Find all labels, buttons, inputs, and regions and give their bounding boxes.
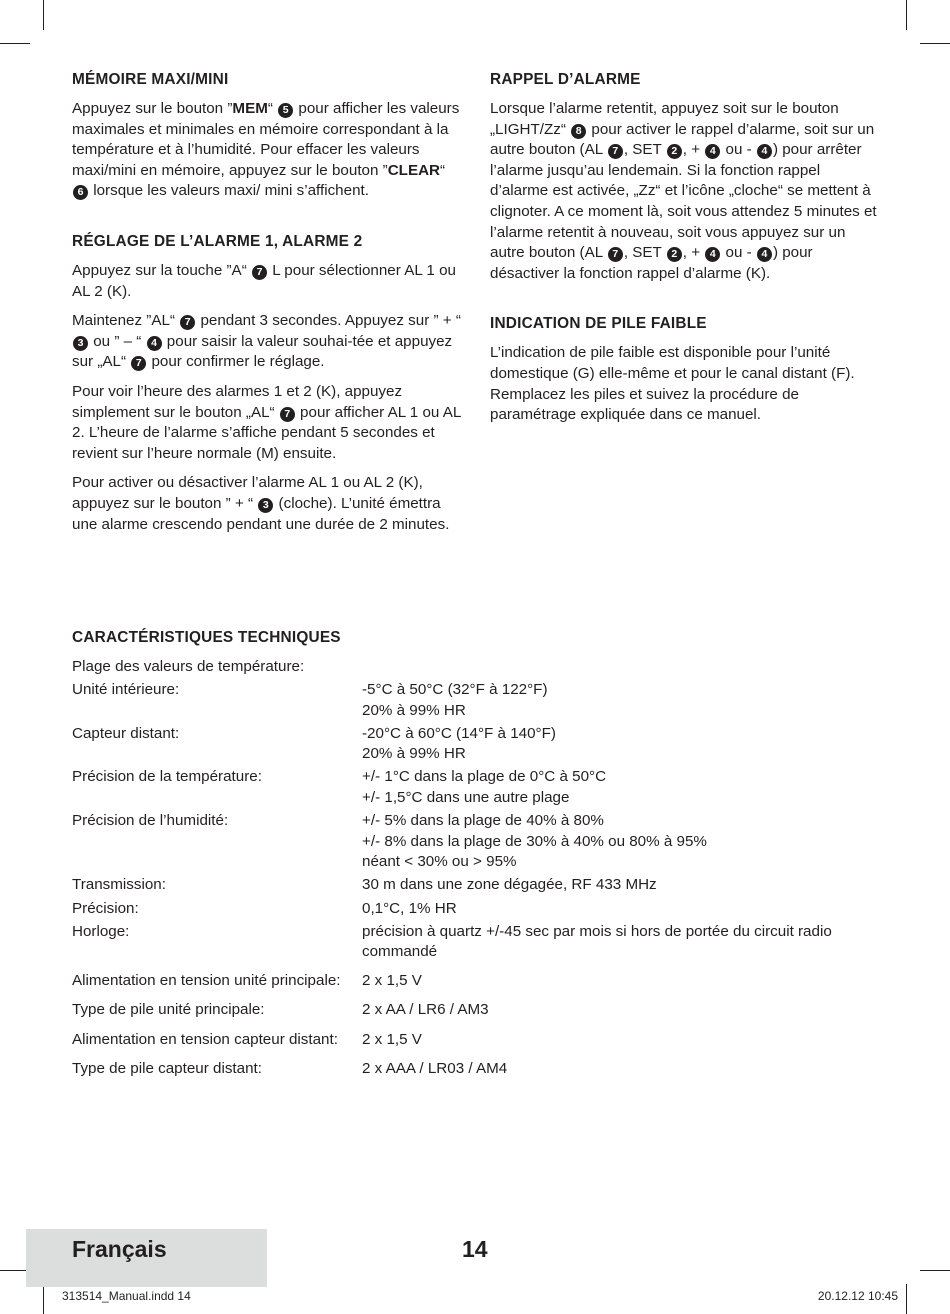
specifications-section <box>72 628 882 1082</box>
spec-value <box>362 1000 882 1021</box>
paragraph: Appuyez sur le bouton ”MEM“ 5 pour afficher les valeurs maximales et minimales en mémoire correspondant à la température et à l’humidité. Pour effacer les valeurs maxi/mini en mémoire, appuyez sur le bouton ”CLEAR“ 6 lorsque les valeurs maxi/ mini s’affichent. <box>72 100 460 200</box>
spec-label: Type de pile capteur distant: <box>72 1059 262 1077</box>
paragraph: Maintenez ”AL“ 7 pendant 3 secondes. Appuyez sur ” + “ 3 ou ” – “ 4 pour saisir la valeur souhai-tée et appuyez sur „AL“ 7 pour confirmer le réglage. <box>72 312 461 371</box>
spec-value-line: commandé <box>362 943 438 961</box>
spec-label: Alimentation en tension unité principale: <box>72 972 341 990</box>
spec-value-line: 0,1°C, 1% HR <box>362 899 457 917</box>
crop-mark <box>906 1284 907 1314</box>
spec-value-line: 2 x 1,5 V <box>362 972 422 990</box>
spec-value <box>362 724 882 765</box>
spec-value-line: +/- 1°C dans la plage de 0°C à 50°C <box>362 768 607 786</box>
spec-value-line: -5°C à 50°C (32°F à 122°F) <box>362 681 548 699</box>
number-badge: 7 <box>252 265 267 280</box>
spec-label: Capteur distant: <box>72 724 180 742</box>
spec-row <box>72 1030 882 1051</box>
spec-value-line: +/- 5% dans la plage de 40% à 80% <box>362 812 604 830</box>
paragraph: Pour voir l’heure des alarmes 1 et 2 (K), appuyez simplement sur le bouton „AL“ 7 pour afficher AL 1 ou AL 2. L’heure de l’alarme s’affiche pendant 5 secondes et revient sur l’heure normale (M) ensuite. <box>72 382 461 462</box>
spec-value-line: -20°C à 60°C (14°F à 140°F) <box>362 724 556 742</box>
spec-value <box>362 1030 882 1051</box>
number-badge: 5 <box>278 103 293 118</box>
spec-value-line: +/- 8% dans la plage de 30% à 40% ou 80% à 95% <box>362 832 707 850</box>
spec-value <box>362 875 882 896</box>
spec-value-line: précision à quartz +/-45 sec par mois si hors de portée du circuit radio <box>362 922 832 940</box>
spec-label: Précision de l’humidité: <box>72 812 229 830</box>
section-heading: MÉMOIRE MAXI/MINI <box>72 71 229 88</box>
number-badge: 7 <box>280 407 295 422</box>
page-number: 14 <box>462 1236 488 1262</box>
language-label: Français <box>72 1236 167 1262</box>
number-badge: 2 <box>667 144 682 159</box>
spec-value-line <box>362 657 882 678</box>
spec-value-line: +/- 1,5°C dans une autre plage <box>362 789 570 807</box>
spec-label: Unité intérieure: <box>72 681 180 699</box>
number-badge: 7 <box>180 315 195 330</box>
section-alarm <box>72 232 464 535</box>
spec-row <box>72 657 882 678</box>
section-snooze <box>490 70 880 284</box>
number-badge: 4 <box>705 144 720 159</box>
spec-label: Plage des valeurs de température: <box>72 658 305 675</box>
number-badge: 4 <box>757 144 772 159</box>
number-badge: 4 <box>705 247 720 262</box>
left-column <box>72 70 464 544</box>
crop-mark <box>43 1284 44 1314</box>
paragraph: L’indication de pile faible est disponible pour l’unité domestique (G) elle-même et pour le canal distant (F). Remplacez les piles et suivez la procédure de paramétrage expliquée dans ce manuel. <box>490 344 855 424</box>
number-badge: 6 <box>73 185 88 200</box>
number-badge: 7 <box>608 144 623 159</box>
spec-row <box>72 899 882 920</box>
spec-value <box>362 657 882 678</box>
spec-value <box>362 680 882 721</box>
spec-row <box>72 1059 882 1080</box>
number-badge: 4 <box>757 247 772 262</box>
spec-row <box>72 767 882 808</box>
spec-label: Transmission: <box>72 876 166 894</box>
section-heading: RÉGLAGE DE L’ALARME 1, ALARME 2 <box>72 232 363 250</box>
spec-row <box>72 875 882 896</box>
spec-row <box>72 922 882 963</box>
spec-value-line: 20% à 99% HR <box>362 701 466 719</box>
spec-value-line: 2 x AAA / LR03 / AM4 <box>362 1059 508 1077</box>
spec-value <box>362 811 882 873</box>
spec-value-line: 2 x 1,5 V <box>362 1030 422 1048</box>
crop-mark <box>920 43 950 44</box>
spec-value <box>362 767 882 808</box>
section-battery <box>490 314 880 425</box>
spec-value <box>362 922 882 963</box>
spec-row <box>72 811 882 873</box>
section-heading: RAPPEL D’ALARME <box>490 71 641 88</box>
spec-value <box>362 1059 882 1080</box>
spec-label: Alimentation en tension capteur distant: <box>72 1030 338 1048</box>
spec-value <box>362 971 882 992</box>
number-badge: 7 <box>131 356 146 371</box>
number-badge: 3 <box>258 498 273 513</box>
spec-value-line: 2 x AA / LR6 / AM3 <box>362 1001 489 1019</box>
slug-file: 313514_Manual.indd 14 <box>62 1289 191 1303</box>
number-badge: 2 <box>667 247 682 262</box>
spec-label: Précision: <box>72 899 139 917</box>
crop-mark <box>906 0 907 30</box>
section-heading: CARACTÉRISTIQUES TECHNIQUES <box>72 629 341 646</box>
key-label: CLEAR <box>387 161 441 179</box>
key-label: MEM <box>232 100 268 117</box>
right-column <box>490 70 880 435</box>
crop-mark <box>920 1270 950 1271</box>
spec-table <box>72 657 882 1079</box>
paragraph: Pour activer ou désactiver l’alarme AL 1 ou AL 2 (K), appuyez sur le bouton ” + “ 3 (cloche). L’unité émettra une alarme crescendo pendant une durée de 2 minutes. <box>72 474 450 533</box>
paragraph: Lorsque l’alarme retentit, appuyez soit sur le bouton „LIGHT/Zz“ 8 pour activer le rappel d’alarme, soit sur un autre bouton (AL 7 , SET 2 , + 4 ou - 4 ) pour arrêter l’alarme jusqu’au lendemain. Si la fonction rappel d’alarme est activée, „Zz“ et l’icône „cloche“ se mettent à clignoter. A ce moment là, soit vous attendez 5 minutes et l’alarme retentit à nouveau, soit vous appuyez sur un autre bouton (AL 7 , SET 2 , + 4 ou - 4 ) pour désactiver la fonction rappel d’alarme (K). <box>490 100 877 282</box>
spec-value <box>362 899 882 920</box>
spec-value-line: néant < 30% ou > 95% <box>362 853 517 871</box>
spec-row <box>72 971 882 992</box>
section-memory <box>72 70 464 202</box>
section-heading: INDICATION DE PILE FAIBLE <box>490 315 707 333</box>
spec-label: Horloge: <box>72 922 130 940</box>
spec-row <box>72 724 882 765</box>
number-badge: 4 <box>147 336 162 351</box>
slug-date: 20.12.12 10:45 <box>817 1289 898 1303</box>
spec-label: Précision de la température: <box>72 768 262 786</box>
spec-label: Type de pile unité principale: <box>72 1001 265 1019</box>
spec-value-line: 20% à 99% HR <box>362 745 466 763</box>
spec-value-line: 30 m dans une zone dégagée, RF 433 MHz <box>362 876 657 894</box>
spec-row <box>72 1000 882 1021</box>
number-badge: 3 <box>73 336 88 351</box>
crop-mark <box>0 43 30 44</box>
number-badge: 8 <box>571 124 586 139</box>
crop-mark <box>43 0 44 30</box>
spec-row <box>72 680 882 721</box>
paragraph: Appuyez sur la touche ”A“ 7 L pour sélectionner AL 1 ou AL 2 (K). <box>72 261 456 300</box>
number-badge: 7 <box>608 247 623 262</box>
